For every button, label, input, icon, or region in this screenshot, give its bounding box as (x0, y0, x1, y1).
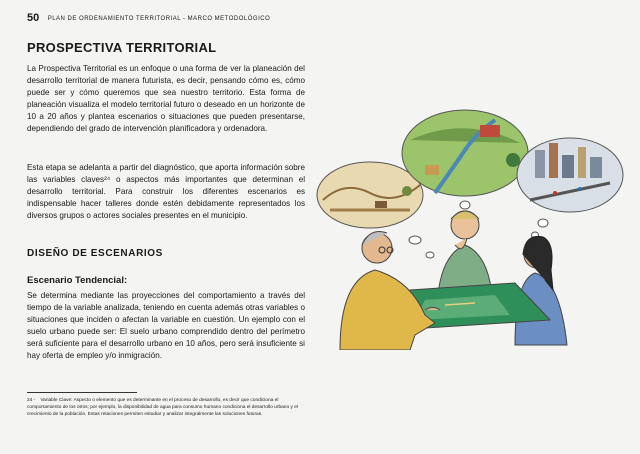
stage-paragraph: Esta etapa se adelanta a partir del diagnóstico, que aporta información sobre las variables claves²⁴ o aspectos más importantes que determinan el desarrollo territorial. Para construir los diferentes escenarios es indispensable hacer talleres donde estén debidamente representados los diversos grupos o actores sociales presentes en el municipio. (27, 163, 305, 220)
running-title: PLAN DE ORDENAMIENTO TERRITORIAL - MARCO METODOLÓGICO (47, 16, 271, 22)
trend-paragraph: Se determina mediante las proyecciones del comportamiento a través del tiempo de la variable analizada, teniendo en cuenta además otras variables o situaciones que inciden o afectan la variable en cuestión. Un ejemplo con el suelo urbano puede ser: El suelo urbano comprendido dentro del perímetro será suficiente para el desarrollo urbano en 10 años, pero será insuficiente si hay oferta de empleo y/o inmigración. (27, 291, 305, 360)
bubble-trail-left (409, 236, 434, 258)
bubble-trail-right (532, 219, 549, 238)
subsubsection-title: Escenario Tendencial: (27, 275, 128, 286)
page-number: 50 (27, 12, 40, 24)
footnote (27, 397, 312, 419)
section-title: PROSPECTIVA TERRITORIAL (27, 40, 217, 55)
intro-paragraph: La Prospectiva Territorial es un enfoque o una forma de ver la planeación del desarrollo territorial de manera futurista, es decir, pensando cómo es, cómo puede ser y cómo queremos que sea nuestro territorio. Esta forma de planeación visualiza el modelo territorial futuro o deseado en un horizonte de 10 a 20 años y plantea escenarios o situaciones que pueden presentarse, dependiendo del grado de intervención planificadora y ordenadora. (27, 64, 305, 133)
footnote-rule (27, 392, 137, 393)
subsection-title: DISEÑO DE ESCENARIOS (27, 248, 163, 259)
illustration-planning-workshop (315, 105, 625, 350)
thought-bubble-valley (402, 110, 528, 196)
footnote-number: 24 - (27, 398, 36, 403)
thought-bubble-city (517, 138, 623, 212)
footnote-text: Variable Clave: Aspecto o elemento que es determinante en el proceso de desarrollo, es decir que condiciona el comportamiento de los otros; por ejemplo, la disponibilidad de agua para consumo humano condiciona el desarrollo urbano y el crecimiento de la población. Estas relaciones permiten estudiar y analizar integralmente las soluciones futuras. (27, 398, 298, 418)
thought-bubble-rural (317, 162, 423, 228)
page-header (27, 8, 270, 26)
